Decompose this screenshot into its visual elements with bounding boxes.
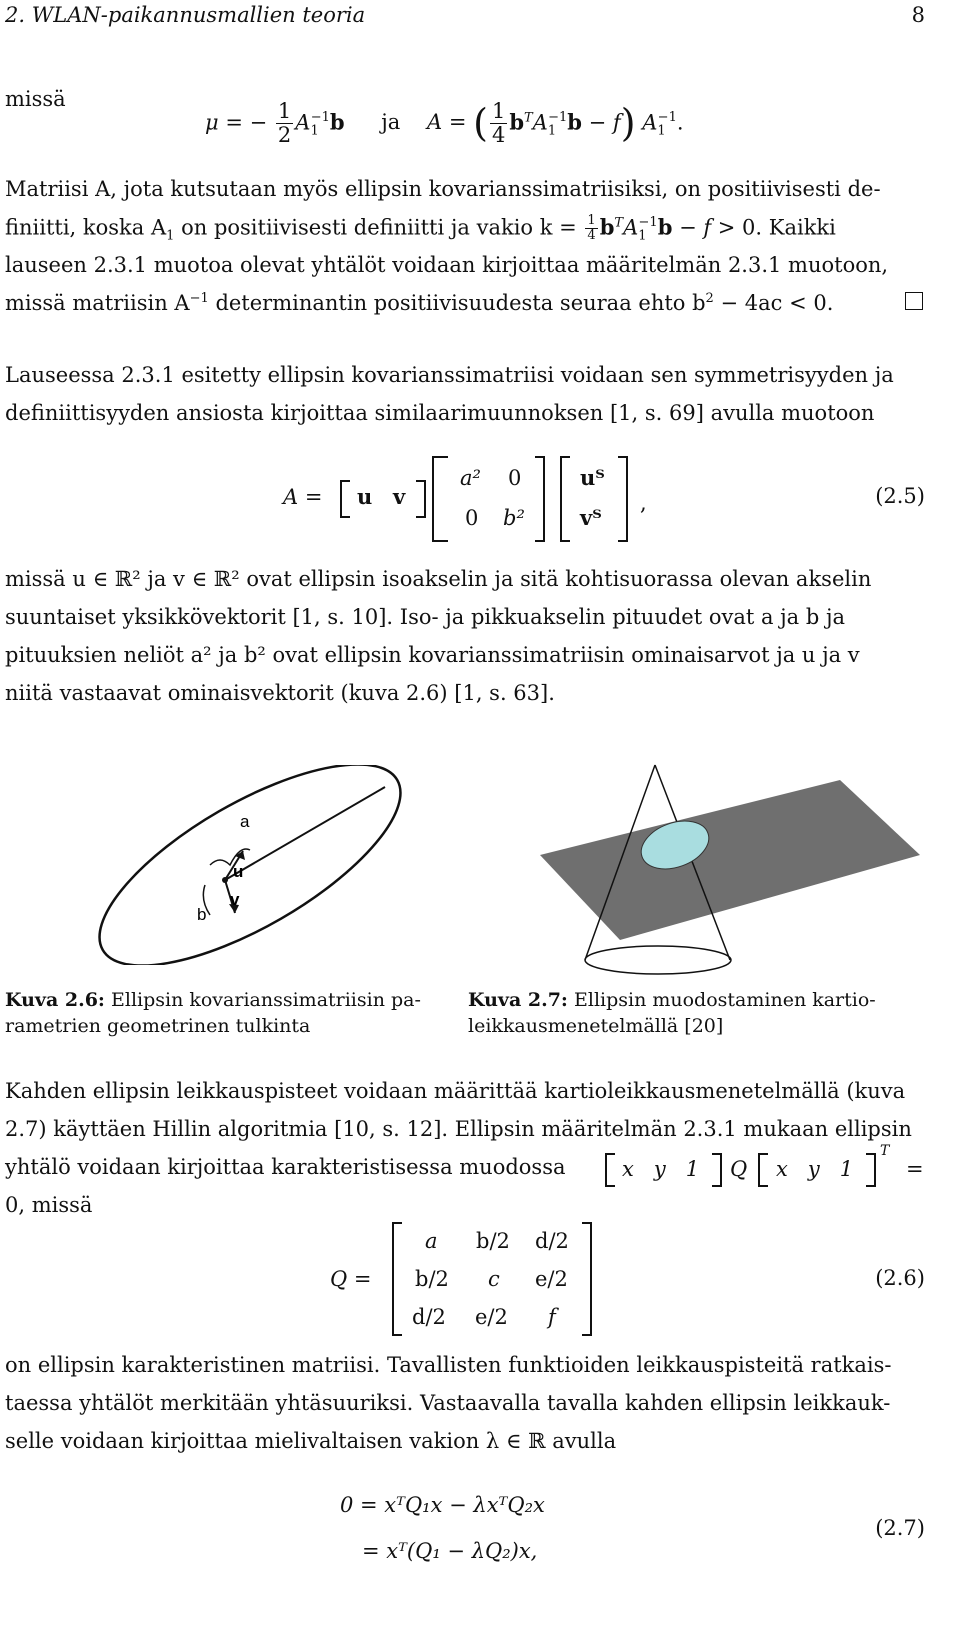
major-axis-line bbox=[225, 787, 385, 880]
eq25-v: v bbox=[393, 484, 406, 509]
label-v: v bbox=[230, 890, 240, 909]
eq25-u: u bbox=[357, 484, 373, 509]
paragraph-similarity bbox=[5, 362, 925, 438]
eq-A-lhs: A = bbox=[426, 110, 467, 135]
eq27-number: (2.7) bbox=[875, 1516, 925, 1540]
p1-line1: Matriisi A, jota kutsutaan myös ellipsin kovarianssimatriisiksi, on positiivisesti de- bbox=[5, 177, 881, 201]
eq26-lhs: Q = bbox=[330, 1267, 372, 1291]
p4-line2: 2.7) käyttäen Hillin algoritmia [10, s. 12]. Ellipsin määritelmän 2.3.1 mukaan ellipsin bbox=[5, 1117, 912, 1141]
label-a: a bbox=[240, 812, 250, 831]
eq25-number: (2.5) bbox=[875, 484, 925, 508]
p1-line3: lauseen 2.3.1 muotoa olevat yhtälöt voidaan kirjoittaa määritelmän 2.3.1 muotoon, bbox=[5, 253, 889, 277]
label-u: u bbox=[233, 862, 244, 881]
caption-figure-2-6: Kuva 2.6: Ellipsin kovarianssimatriisin pa- rametrien geometrinen tulkinta bbox=[5, 989, 421, 1037]
equation-mu-A: μ = − $\frac{1}{2}$ $A_1^{-1}b$ ja A = ( $\frac{1}{4}$ $b^TA_1^{-1}b - f$) $A_1^{-1}$. bbox=[205, 99, 684, 148]
eq27-line2: = xᵀ(Q₁ − λQ₂)x, bbox=[362, 1539, 538, 1563]
paragraph-characteristic bbox=[5, 1352, 930, 1466]
p3-line3: pituuksien neliöt a² ja b² ovat ellipsin kovarianssimatriisin ominaisarvot ja u ja v bbox=[5, 643, 860, 667]
p4-line3: yhtälö voidaan kirjoittaa karakteristisessa muodossa bbox=[5, 1155, 566, 1179]
p3-line1: missä u ∈ ℝ² ja v ∈ ℝ² ovat ellipsin isoakselin ja sitä kohtisuorassa olevan akselin bbox=[5, 567, 872, 591]
caption-figure-2-7: Kuva 2.7: Ellipsin muodostaminen kartio- leikkausmenetelmällä [20] bbox=[468, 989, 876, 1037]
paragraph-intersection bbox=[5, 1078, 930, 1230]
eq26-number: (2.6) bbox=[875, 1266, 925, 1290]
p1-line2: finiitti, koska $A_1$ on positiivisesti definiitti ja vakio k = $\frac{1}{4}$ $b^TA_1^{-1}b - f > 0$. Kaikki bbox=[5, 213, 836, 244]
figure-cone-section bbox=[540, 760, 920, 980]
p3-line2: suuntaiset yksikkövektorit [1, s. 10]. Iso- ja pikkuakselin pituudet ovat a ja b ja bbox=[5, 605, 846, 629]
eq25-vT: vᵀ bbox=[580, 505, 602, 530]
label-b: b bbox=[197, 905, 207, 924]
fraction-quarter: $\frac{1}{4}$ bbox=[491, 99, 506, 148]
eq-mu-lhs: μ = − bbox=[205, 110, 268, 135]
eq27-line1: 0 = xᵀQ₁x − λxᵀQ₂x bbox=[340, 1493, 545, 1517]
p3-line4: niitä vastaavat ominaisvektorit (kuva 2.6) [1, s. 63]. bbox=[5, 681, 555, 705]
p5-line3: selle voidaan kirjoittaa mielivaltaisen vakion λ ∈ ℝ avulla bbox=[5, 1429, 617, 1453]
eq-ja: ja bbox=[381, 110, 401, 135]
eq25-lhs: A = bbox=[283, 485, 323, 509]
p5-line2: taessa yhtälöt merkitään yhtäsuuriksi. Vastaavalla tavalla kahden ellipsin leikkauk- bbox=[5, 1391, 891, 1415]
page-number: 8 bbox=[911, 3, 925, 27]
qed-box-icon bbox=[905, 292, 923, 310]
p4-line1: Kahden ellipsin leikkauspisteet voidaan määrittää kartioleikkausmenetelmällä (kuva bbox=[5, 1079, 906, 1103]
p5-line1: on ellipsin karakteristinen matriisi. Tavallisten funktioiden leikkauspisteitä ratkais- bbox=[5, 1353, 892, 1377]
eq25-zero2: 0 bbox=[465, 506, 479, 530]
figure-ellipse-diagram bbox=[85, 765, 415, 965]
p2-line1: Lauseessa 2.3.1 esitetty ellipsin kovarianssimatriisi voidaan sen symmetrisyyden ja bbox=[5, 363, 894, 387]
cone-base bbox=[585, 946, 731, 974]
eq25-b2: b² bbox=[503, 506, 525, 530]
p4-line4: 0, missä bbox=[5, 1193, 93, 1217]
eq25-zero1: 0 bbox=[508, 466, 522, 490]
paragraph-eigenvectors bbox=[5, 566, 930, 718]
eq25-uT: uᵀ bbox=[580, 465, 605, 490]
fraction-half: $\frac{1}{2}$ bbox=[277, 99, 292, 148]
p2-line2: definiittisyyden ansiosta kirjoittaa similaarimuunnoksen [1, s. 69] avulla muotoon bbox=[5, 401, 875, 425]
paragraph-intro: missä bbox=[5, 87, 66, 111]
p1-line4: missä matriisin $A^{-1}$ determinantin positiivisuudesta seuraa ehto $b^2 - 4ac < 0$. bbox=[5, 291, 834, 315]
cutting-plane bbox=[540, 780, 920, 940]
paragraph-matrix-definiteness bbox=[5, 176, 925, 328]
eq25-a2: a² bbox=[460, 466, 481, 490]
running-header: 2. WLAN-paikannusmallien teoria bbox=[5, 3, 366, 27]
